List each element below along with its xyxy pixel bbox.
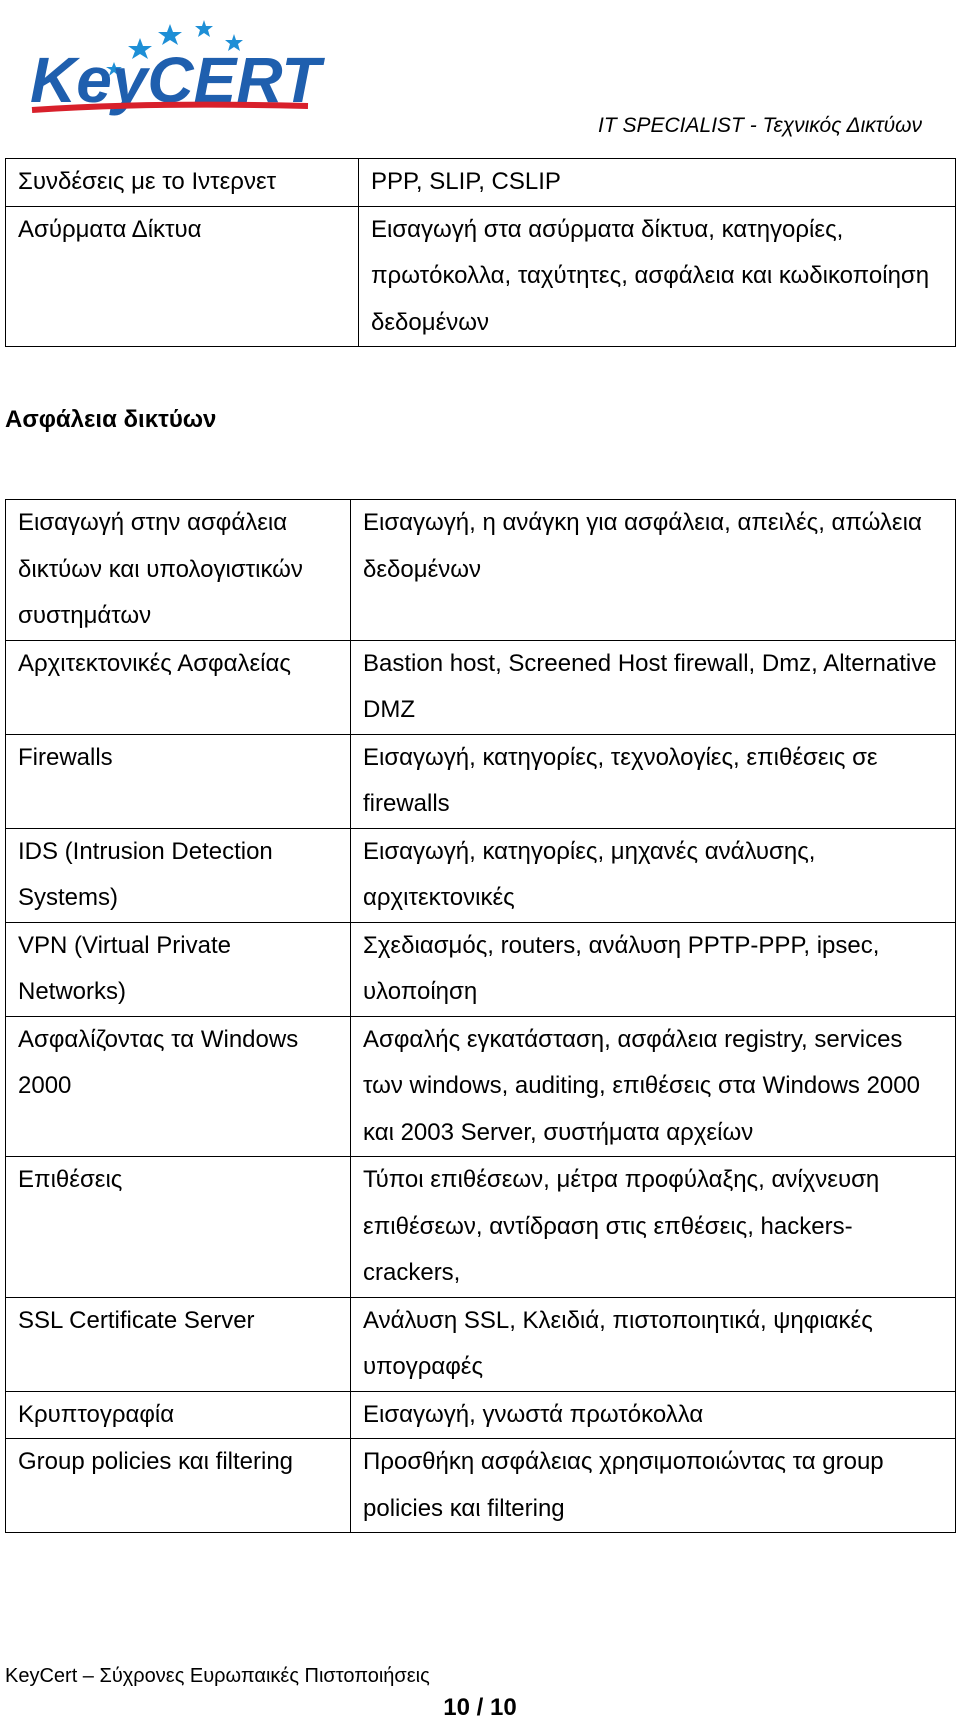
footer-text: KeyCert – Σύχρονες Ευρωπαικές Πιστοποιήσεις [5, 1665, 430, 1687]
table-row [6, 1157, 956, 1298]
table-row [6, 159, 956, 207]
topic-cell: Αρχιτεκτονικές Ασφαλείας [6, 640, 351, 734]
topic-cell: Επιθέσεις [6, 1157, 351, 1298]
description-cell: Εισαγωγή, κατηγορίες, μηχανές ανάλυσης, αρχιτεκτονικές [351, 828, 956, 922]
table-row [6, 1391, 956, 1439]
table-row [6, 734, 956, 828]
topic-cell: Κρυπτογραφία [6, 1391, 351, 1439]
topic-cell: Firewalls [6, 734, 351, 828]
table-row [6, 922, 956, 1016]
logo-text: KeyCERT [30, 44, 321, 116]
topic-cell: VPN (Virtual Private Networks) [6, 922, 351, 1016]
page-number: 10 / 10 [443, 1694, 517, 1721]
topic-cell: Συνδέσεις με το Ιντερνετ [6, 159, 359, 207]
topic-cell: IDS (Intrusion Detection Systems) [6, 828, 351, 922]
topic-cell: Εισαγωγή στην ασφάλεια δικτύων και υπολογιστικών συστημάτων [6, 500, 351, 641]
document-header-title: IT SPECIALIST - Τεχνικός Δικτύων [597, 114, 922, 137]
table-row [6, 1439, 956, 1533]
topic-cell: Group policies και filtering [6, 1439, 351, 1533]
description-cell: Ασφαλής εγκατάσταση, ασφάλεια registry, services των windows, auditing, επιθέσεις στα Windows 2000 και 2003 Server, συστήματα αρχείων [351, 1016, 956, 1157]
table-row [6, 206, 956, 347]
course-table-network [5, 158, 956, 347]
topic-cell: Ασύρματα Δίκτυα [6, 206, 359, 347]
description-cell: Εισαγωγή στα ασύρματα δίκτυα, κατηγορίες, πρωτόκολλα, ταχύτητες, ασφάλεια και κωδικοποίηση δεδομένων [359, 206, 956, 347]
table-row [6, 1016, 956, 1157]
section-title: Ασφάλεια δικτύων [5, 406, 217, 433]
table-row [6, 500, 956, 641]
topic-cell: Ασφαλίζοντας τα Windows 2000 [6, 1016, 351, 1157]
table-row [6, 828, 956, 922]
description-cell: PPP, SLIP, CSLIP [359, 159, 956, 207]
table-row [6, 640, 956, 734]
description-cell: Σχεδιασμός, routers, ανάλυση PPTP-PPP, ipsec, υλοποίηση [351, 922, 956, 1016]
description-cell: Εισαγωγή, η ανάγκη για ασφάλεια, απειλές, απώλεια δεδομένων [351, 500, 956, 641]
course-table-security [5, 499, 956, 1533]
description-cell: Προσθήκη ασφάλειας χρησιμοποιώντας τα group policies και filtering [351, 1439, 956, 1533]
description-cell: Ανάλυση SSL, Κλειδιά, πιστοποιητικά, ψηφιακές υπογραφές [351, 1297, 956, 1391]
table-row [6, 1297, 956, 1391]
description-cell: Bastion host, Screened Host firewall, Dmz, Alternative DMZ [351, 640, 956, 734]
description-cell: Εισαγωγή, γνωστά πρωτόκολλα [351, 1391, 956, 1439]
keycert-logo [28, 10, 328, 120]
topic-cell: SSL Certificate Server [6, 1297, 351, 1391]
description-cell: Εισαγωγή, κατηγορίες, τεχνολογίες, επιθέσεις σε firewalls [351, 734, 956, 828]
description-cell: Τύποι επιθέσεων, μέτρα προφύλαξης, ανίχνευση επιθέσεων, αντίδραση στις επθέσεις, hackers-crackers, [351, 1157, 956, 1298]
